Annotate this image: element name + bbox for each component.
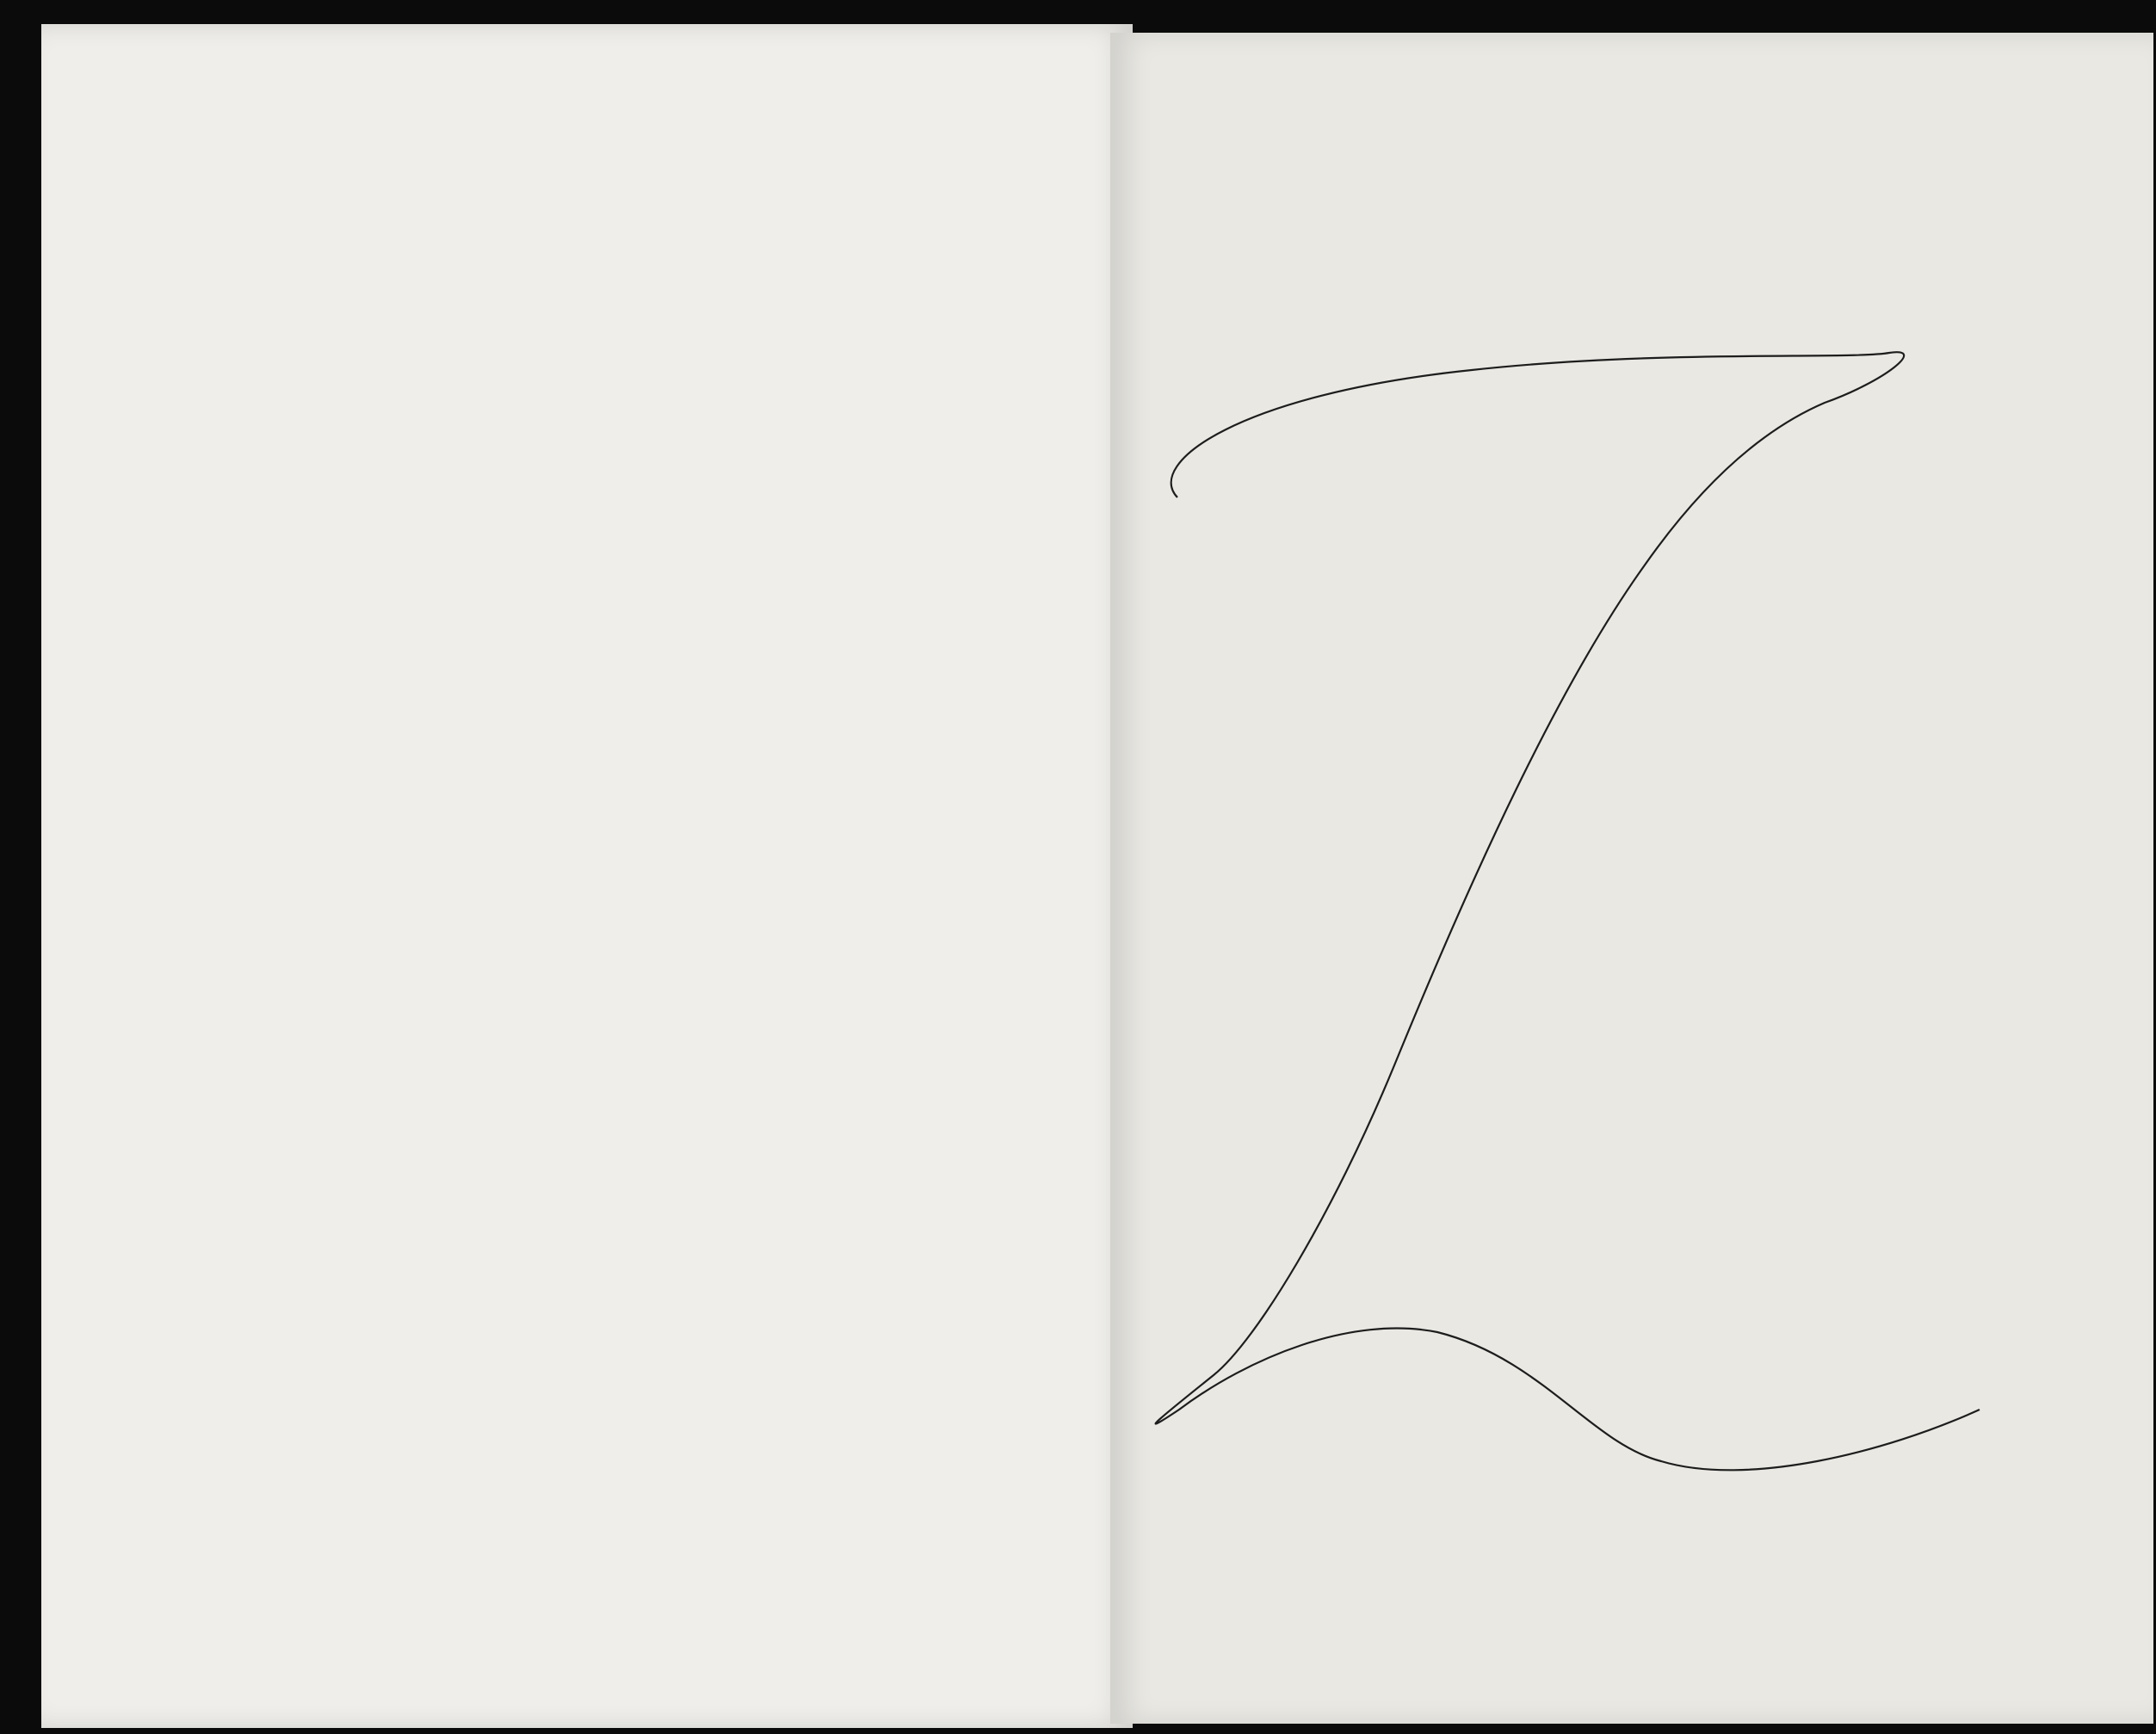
census-form-grid (1110, 33, 2153, 1724)
instructions-column-left (120, 74, 621, 1675)
handwritten-line-stroke (1156, 352, 1980, 1470)
right-page-census-form (1110, 33, 2153, 1724)
instructions-column-right (605, 74, 1087, 1675)
left-page (41, 24, 1133, 1728)
